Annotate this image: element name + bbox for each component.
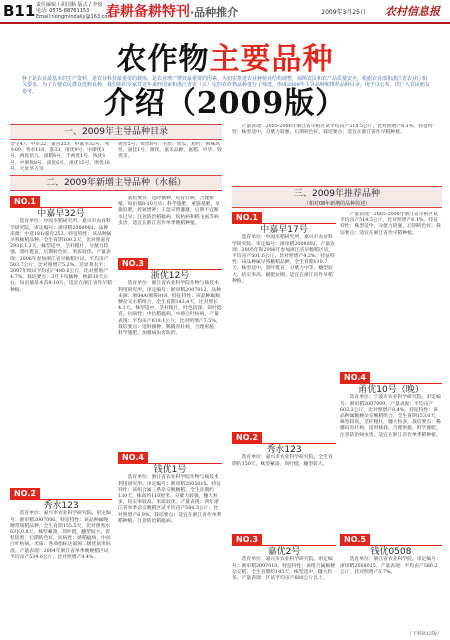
card-number: NO.3 <box>232 534 262 545</box>
banner-main: 春耕备耕特刊 <box>106 4 190 20</box>
variety-list-text: 黄丝5号、黄丝8号、毛丝、丝瓜、盾叶、鲜味高丝、嘉佳1号、浙优、嘉禾品种、嘉稻、中华、钱优等。 <box>118 142 222 160</box>
section-recommend-sub: （相对08年新增的品种简述） <box>303 201 371 207</box>
card-number: NO.5 <box>340 534 370 545</box>
headline-part1: 农作物 <box>116 42 210 77</box>
variety-description: 选育单位：嘉兴市农业科学研究院。全生育期约150天，株型紧凑，剑叶挺，穗型较大。 <box>232 455 333 467</box>
header-rule <box>0 22 450 24</box>
variety-name: 中嘉早32号 <box>37 209 85 220</box>
variety-description: 选育单位：浙江省农业科学院作物与核技术利用研究所。审定编号：浙审稻2007012。品种来源：浙04A/浙恢818。特征特性：该品种属籼粳杂交水稻组合，全生育期143.4天，比对照长4.1天。株型适中，茎秆粗壮，叶色较深，剑叶挺直。抗病性：中抗稻瘟病，中感白叶枯病。产量表现：平均亩产618.1公斤，比对照增产7.5%。栽培要点：适时播种，稀播育壮秧，合理密植，科学施肥，加强病虫害防治。 <box>118 281 222 337</box>
variety-name: 秀水123 <box>43 501 79 512</box>
headline-part2: 介绍（2009版） <box>103 86 347 121</box>
card-number: NO.1 <box>10 196 40 207</box>
variety-description: 选育单位：浙江省农业科学院作物与核技术利用研究所。审定编号：浙审稻2005015。特征特性：该组合属三系杂交晚籼稻。全生育期约130天，株高约110厘米，分蘖力较强，穗大粒多，结实率较高。米质较优。产量表现：两年浙江省单季杂交晚稻区试平均亩产584.3公斤，比对照增产6.9%。栽培要点：适宜在浙江省作单季稻种植，注意防治稻瘟病。 <box>118 475 222 524</box>
card-number: NO.4 <box>118 452 148 463</box>
cultivation-text: 栽培要点：适时播种，培育壮秧，合理密植，每亩插8-10万丛；科学施肥，重施基肥，早施追肥，控氮增钾；干湿交替灌溉，后期不宜断水过早；注意防治稻瘟病、纹枯病和稻飞虱等病虫害。适宜在浙江省作单季晚稻种植。 <box>118 196 220 226</box>
continued-note: （下转B12版） <box>406 631 442 637</box>
editor-line: 责任编辑 / 胡国顺 版式 / 李悦 <box>36 2 103 8</box>
card-col3-1 <box>232 212 336 432</box>
card-number: NO.3 <box>118 258 148 269</box>
variety-name: 钱优0508 <box>370 547 412 558</box>
card-number: NO.2 <box>10 488 40 499</box>
variety-name: 甬优10号（晚） <box>358 385 424 396</box>
banner-sub: ·品种推介 <box>190 6 239 19</box>
section-recommend <box>232 186 442 208</box>
section-new-main: 二、2009年新增主导品种（水稻） <box>10 175 222 191</box>
variety-description: 选育单位：宁波市农业科学研究院。审定编号：浙审稻2007009。产量表现：平均亩产602.3公斤，比对照增产8.4%。特征特性：该品种属籼粳杂交晚稻组合，全生育期153.0天，株型较高，茎秆粗壮，穗大粒多。栽培要点：稀播培育壮秧，适时移栽，合理密植，科学施肥，注意防治病虫害。适宜在浙江省作单季稻种植。 <box>340 395 441 438</box>
card-col3-2 <box>232 432 336 532</box>
variety-description: 选育单位：中国水稻研究所、嘉兴市农业科学研究院。审定编号：浙审稻2008002。产量表现：2005年和2006年参加浙江省早籼稻区试，平均亩产501.6公斤，比对照增产4.2%。特征特性：该品种属早熟籼稻品种，全生育期110.7天，株型适中，剑叶挺直，分蘖力中等，穗型较大，结实率高，耐肥抗倒。适宜在浙江省作早稻种植。 <box>232 235 335 284</box>
editor-info <box>36 2 113 20</box>
variety-name: 钱优1号 <box>153 465 187 476</box>
main-variety-list <box>10 142 112 172</box>
card-col2-1 <box>118 258 222 453</box>
section-banner <box>106 1 306 21</box>
card-col1-2 <box>10 488 112 628</box>
card-col4-1 <box>340 372 442 532</box>
section-main-varieties: 一、2009年主导品种目录 <box>10 124 222 140</box>
section-recommend-title: 三、2009年推荐品种 <box>294 189 380 199</box>
page-header <box>0 0 450 22</box>
editor-email[interactable]: Email:nongmindaily@163.com <box>36 14 113 20</box>
card-number: NO.1 <box>232 212 262 223</box>
col2-top-text <box>118 196 222 254</box>
cultivation-text: 产量表现：2005-2006年浙江省早稻区试平均亩产514.5公斤，比对照增产6.1%。特征特性：株型适中，分蘖力较强，后期转色好。栽培要点：适宜在浙江省作早稻种植。 <box>340 212 441 236</box>
issue-date: 2009年3月25日 <box>321 8 366 16</box>
card-col1-1 <box>10 196 112 486</box>
card-col2-2 <box>118 452 222 628</box>
page-number: B11 <box>3 2 36 20</box>
card-number: NO.4 <box>340 372 370 383</box>
variety-name: 嘉优2号 <box>267 547 301 558</box>
variety-description: 选育单位：中国水稻研究所、嘉兴市农业科学研究院。审定编号：浙审稻2009001。品种来源：中选181/嘉育253。特征特性：该品种属早熟籼稻品种。全生育期109.2天，比对照嘉育293长1.2天。株型适中，茎秆粗壮，分蘖力较强，剑叶挺直，后期转色好，米质较优。产量表现：2006年参加浙江省早籼稻区试，平均亩产503.7公斤，比对照增产5.2%，达显著水平；2007年续试平均亩产480.6公斤，比对照增产4.7%。栽培要点：3月下旬播种，秧龄30天左右，每亩插基本苗8-10万。适宜在浙江省作早稻种植。 <box>10 219 112 293</box>
variety-description: 选育单位：嘉兴市农业科学研究院。审定编号：浙审稻2007006。特征特性：该品种属晚粳常规稻品种，全生育期155.5天，比对照秀水63长0.8天，株型紧凑，剑叶挺，穗型较大，着粒较密，后期转色好。抗病性：感稻瘟病，中抗白叶枯病。米质：各项指标达部颁二级优质米标准。产量表现：2004年浙江省单季晚粳稻区试平均亩产534.6公斤，比对照增产4.4%。 <box>10 511 111 560</box>
variety-description: 选育单位：嘉兴市农业科学研究院。审定编号：浙审稻2007010。特征特性：该组合属籼粳杂交稻，全生育期约145天，株型适中，穗大粒多。产量表现：区试平均亩产600公斤以上。 <box>232 557 335 582</box>
variety-description: 选育单位：浙江省农业科学院。审定编号：浙审稻2008015。产量表现：平均亩产586.2公斤，比对照增产5.7%。 <box>340 557 441 575</box>
card-col4-2 <box>340 534 442 624</box>
variety-name: 浙优12号 <box>150 271 190 282</box>
main-variety-list-2 <box>118 142 222 172</box>
card-col3-3 <box>232 534 336 628</box>
lead-paragraph: 种子是农业最基本的生产资料，是农业科技最重要的载体，是农业增产增效最重要的因素。为切实推进农业种植业结构调整，保障农民和农产品质量安全，根据农业部和浙江省农业厅相关要求，为了方便农民群众选购良种，我们组织专家对近年来经国家和浙江省审（认）定的农作物品种进行了筛选，形成2009年主导品种和推荐品种目录，现予以公布，供广大农民朋友参考。 <box>22 76 430 95</box>
card-number: NO.2 <box>232 432 262 443</box>
variety-name: 中嘉早17号 <box>260 225 308 236</box>
editor-phone: 电话: 0575-88761153 <box>36 8 90 14</box>
newspaper-logo: 农村信息报 <box>385 5 440 18</box>
cultivation-text: 产量表现：2005-2006年浙江省早稻区试平均亩产514.5公斤，比对照增产6.1%。特征特性：株型适中，分蘖力较强，后期转色好。栽培要点：适宜在浙江省作早稻种植。 <box>232 124 433 136</box>
variety-name: 秀水123 <box>266 445 302 456</box>
headline-red: 主要品种 <box>209 42 334 77</box>
variety-list-text: 金早47、中早22、嘉育253、中嘉早32号、秀水09、秀水110、嘉33、甬优9号、中浙优1号、两优培九、国稻6号、丰两优1号、钱优1号、中浙优8号、甬优6号、甬优15号、浙优18号、天优华占等。 <box>10 142 110 172</box>
col4-top-text <box>340 212 442 382</box>
col3-top-text <box>232 124 442 182</box>
